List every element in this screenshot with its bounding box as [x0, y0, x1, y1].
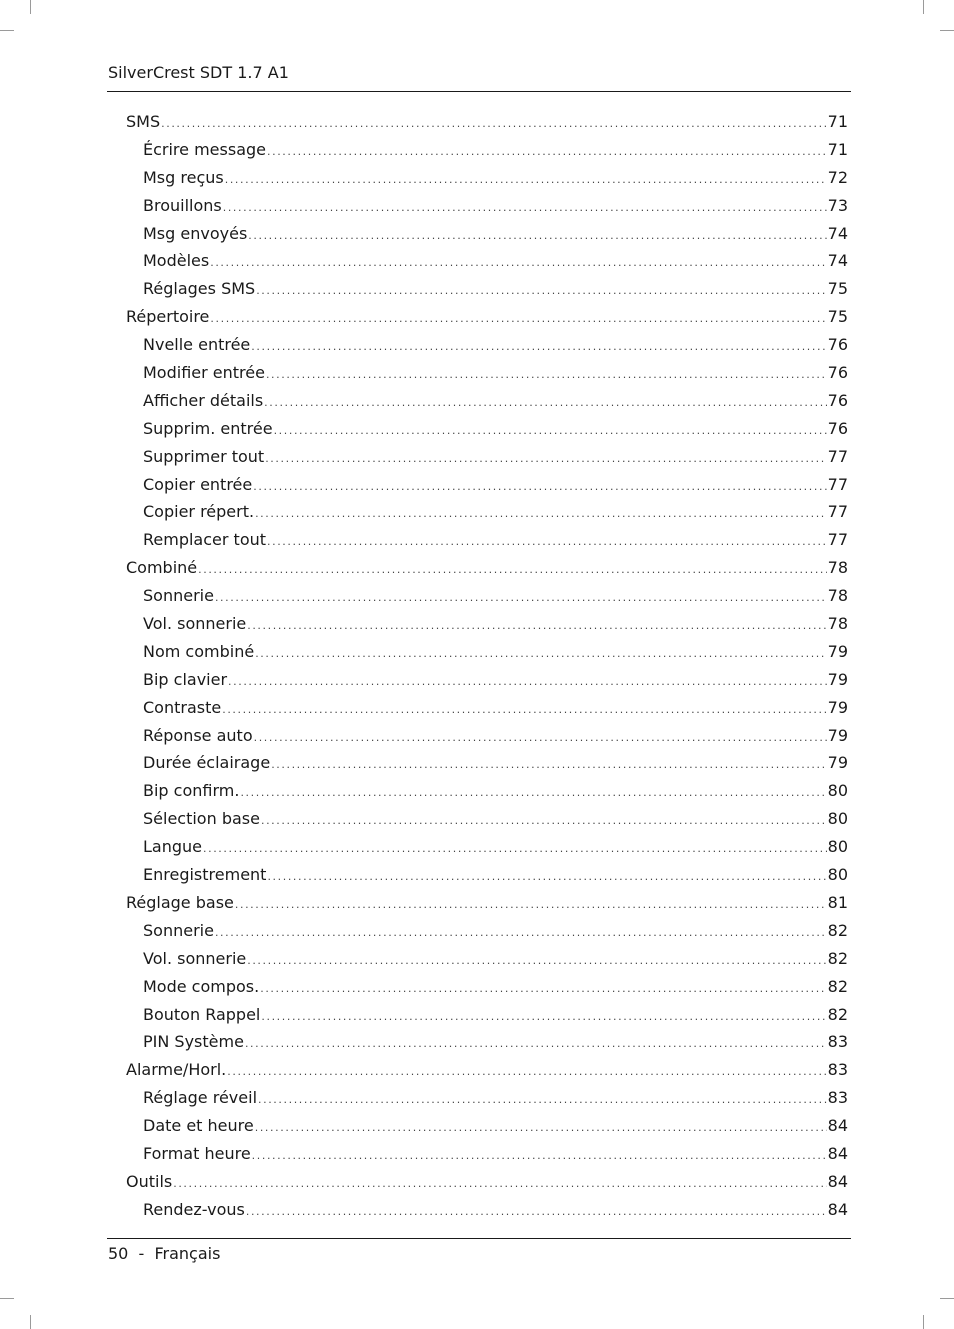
toc-entry: [126, 275, 848, 303]
toc-entry-label: Nom combiné: [143, 641, 255, 661]
dot-leader: [173, 1170, 826, 1198]
toc-entry-page: 73: [827, 195, 848, 215]
toc-entry-label: Bouton Rappel: [143, 1004, 261, 1024]
toc-entry: [126, 554, 848, 582]
dot-leader: [267, 863, 826, 891]
dot-leader: [267, 138, 827, 166]
toc-entry: [126, 331, 848, 359]
toc-entry: [126, 387, 848, 415]
toc-entry-page: 76: [827, 390, 848, 410]
toc-entry-page: 83: [827, 1088, 848, 1108]
dot-leader: [253, 473, 826, 501]
footer-rule: [107, 1238, 851, 1239]
toc-entry-label: Modifier entrée: [143, 363, 265, 383]
toc-entry-page: 76: [827, 418, 848, 438]
dot-leader: [260, 975, 826, 1003]
toc-entry-label: Copier entrée: [143, 474, 253, 494]
dot-leader: [161, 110, 827, 138]
toc-entry-page: 77: [827, 446, 848, 466]
toc-entry-label: Copier répert.: [143, 502, 255, 522]
footer-separator: -: [138, 1244, 145, 1263]
crop-mark: [30, 0, 31, 14]
dot-leader: [223, 194, 827, 222]
toc-entry-label: Réponse auto: [143, 725, 253, 745]
toc-entry-page: 80: [827, 809, 848, 829]
crop-mark: [940, 1298, 954, 1299]
toc-entry: [126, 889, 848, 917]
toc-entry-label: Modèles: [143, 251, 210, 271]
crop-mark: [30, 1315, 31, 1329]
dot-leader: [247, 612, 826, 640]
toc-entry: [126, 1084, 848, 1112]
toc-entry-page: 76: [827, 335, 848, 355]
toc-entry: [126, 833, 848, 861]
dot-leader: [210, 249, 826, 277]
toc-entry-page: 78: [827, 558, 848, 578]
page-footer: [108, 1243, 220, 1265]
dot-leader: [264, 389, 826, 417]
dot-leader: [198, 556, 827, 584]
toc-entry-page: 83: [827, 1060, 848, 1080]
toc-entry-label: Répertoire: [126, 307, 210, 327]
toc-entry-label: Format heure: [143, 1143, 251, 1163]
toc-entry-page: 82: [827, 948, 848, 968]
toc-entry: [126, 1196, 848, 1224]
toc-entry: [126, 1001, 848, 1029]
toc-entry-page: 80: [827, 781, 848, 801]
dot-leader: [266, 361, 827, 389]
toc-entry-label: SMS: [126, 112, 161, 131]
toc-entry-label: Contraste: [143, 697, 222, 717]
page-header-title: SilverCrest SDT 1.7 A1: [108, 63, 289, 82]
dot-leader: [255, 640, 826, 668]
toc-entry-page: 82: [827, 976, 848, 996]
toc-entry-page: 79: [827, 725, 848, 745]
toc-entry-page: 77: [827, 502, 848, 522]
crop-mark: [0, 1298, 14, 1299]
toc-entry-page: 71: [827, 112, 848, 131]
toc-entry-label: Rendez-vous: [143, 1199, 245, 1219]
toc-entry: [126, 1140, 848, 1168]
toc-entry-page: 74: [827, 223, 848, 243]
dot-leader: [261, 807, 827, 835]
toc-entry-page: 79: [827, 641, 848, 661]
toc-entry-page: 79: [827, 753, 848, 773]
toc-entry-label: Vol. sonnerie: [143, 614, 247, 634]
toc-entry-label: Langue: [143, 837, 202, 857]
toc-entry-label: Sélection base: [143, 809, 260, 829]
toc-entry-page: 76: [827, 363, 848, 383]
toc-entry-label: Sonnerie: [143, 586, 214, 606]
toc-entry-page: 84: [827, 1143, 848, 1163]
toc-entry: [126, 220, 848, 248]
toc-entry-label: Msg reçus: [143, 167, 224, 187]
toc-entry: [126, 526, 848, 554]
toc-entry: [126, 666, 848, 694]
crop-mark: [923, 1315, 924, 1329]
dot-leader: [215, 919, 827, 947]
toc-entry-page: 79: [827, 697, 848, 717]
toc-entry-page: 84: [827, 1199, 848, 1219]
toc-entry: [126, 638, 848, 666]
toc-entry-label: Remplacer tout: [143, 530, 267, 550]
dot-leader: [254, 724, 827, 752]
toc-entry: [126, 443, 848, 471]
dot-leader: [203, 835, 827, 863]
dot-leader: [261, 1003, 826, 1031]
footer-page-number: 50: [108, 1244, 129, 1263]
toc-entry: [126, 303, 848, 331]
dot-leader: [227, 1058, 826, 1086]
toc-entry-label: Vol. sonnerie: [143, 948, 247, 968]
toc-entry: [126, 108, 848, 136]
toc-entry: [126, 973, 848, 1001]
dot-leader: [215, 584, 827, 612]
toc-entry-label: Mode compos.: [143, 976, 260, 996]
toc-entry-page: 83: [827, 1032, 848, 1052]
toc-entry-label: Réglage réveil: [143, 1088, 258, 1108]
toc-entry-label: Msg envoyés: [143, 223, 248, 243]
toc-entry: [126, 192, 848, 220]
toc-entry-page: 84: [827, 1171, 848, 1191]
crop-mark: [923, 0, 924, 14]
toc-entry-label: Alarme/Horl.: [126, 1060, 227, 1080]
toc-entry-page: 79: [827, 669, 848, 689]
toc-entry: [126, 945, 848, 973]
toc-entry: [126, 582, 848, 610]
dot-leader: [271, 751, 826, 779]
toc-entry-page: 74: [827, 251, 848, 271]
toc-entry: [126, 415, 848, 443]
dot-leader: [252, 1142, 827, 1170]
toc-entry: [126, 1056, 848, 1084]
toc-entry: [126, 359, 848, 387]
crop-mark: [940, 30, 954, 31]
toc-entry-label: Afficher détails: [143, 390, 264, 410]
toc-entry-label: PIN Système: [143, 1032, 244, 1052]
dot-leader: [228, 668, 827, 696]
toc-entry: [126, 610, 848, 638]
toc-entry-page: 80: [827, 865, 848, 885]
toc-entry-page: 84: [827, 1116, 848, 1136]
toc-entry-page: 78: [827, 614, 848, 634]
toc-entry-label: Combiné: [126, 558, 198, 578]
toc-entry-label: Supprim. entrée: [143, 418, 273, 438]
toc-entry: [126, 694, 848, 722]
dot-leader: [255, 1114, 827, 1142]
toc-entry-page: 75: [827, 279, 848, 299]
toc-entry-page: 82: [827, 1004, 848, 1024]
dot-leader: [225, 166, 827, 194]
dot-leader: [247, 947, 826, 975]
toc-entry-label: Bip clavier: [143, 669, 228, 689]
dot-leader: [222, 696, 826, 724]
toc-entry-page: 77: [827, 474, 848, 494]
toc-entry-page: 81: [827, 892, 848, 912]
dot-leader: [255, 500, 827, 528]
footer-language: Français: [154, 1244, 221, 1263]
toc-entry-label: Outils: [126, 1171, 173, 1191]
dot-leader: [256, 277, 826, 305]
dot-leader: [245, 1030, 827, 1058]
toc-entry: [126, 917, 848, 945]
toc-entry-label: Supprimer tout: [143, 446, 265, 466]
dot-leader: [235, 891, 827, 919]
dot-leader: [210, 305, 826, 333]
toc-entry: [126, 861, 848, 889]
dot-leader: [258, 1086, 827, 1114]
toc-entry: [126, 749, 848, 777]
toc-entry-page: 80: [827, 837, 848, 857]
toc-entry: [126, 247, 848, 275]
toc-entry-label: Date et heure: [143, 1116, 254, 1136]
toc-entry-page: 77: [827, 530, 848, 550]
toc-entry: [126, 164, 848, 192]
toc-entry-page: 78: [827, 586, 848, 606]
toc-entry-page: 71: [827, 139, 848, 159]
toc-entry-label: Nvelle entrée: [143, 335, 251, 355]
dot-leader: [265, 445, 826, 473]
toc-entry: [126, 1028, 848, 1056]
dot-leader: [251, 333, 826, 361]
header-rule: [107, 91, 851, 92]
toc-entry-page: 82: [827, 920, 848, 940]
dot-leader: [248, 222, 826, 250]
toc-entry-label: Sonnerie: [143, 920, 214, 940]
toc-entry: [126, 471, 848, 499]
toc-entry-label: Réglage base: [126, 892, 234, 912]
toc-entry: [126, 1112, 848, 1140]
dot-leader: [246, 1198, 827, 1226]
toc-entry: [126, 498, 848, 526]
dot-leader: [267, 528, 827, 556]
toc-entry: [126, 805, 848, 833]
toc-entry: [126, 136, 848, 164]
toc-entry-label: Brouillons: [143, 195, 222, 215]
toc-entry-label: Écrire message: [143, 139, 266, 159]
crop-mark: [0, 30, 14, 31]
table-of-contents: [126, 108, 848, 1224]
toc-entry: [126, 722, 848, 750]
toc-entry-label: Bip confirm.: [143, 781, 240, 801]
toc-entry-page: 72: [827, 167, 848, 187]
toc-entry-page: 75: [827, 307, 848, 327]
toc-entry: [126, 777, 848, 805]
dot-leader: [274, 417, 827, 445]
toc-entry-label: Enregistrement: [143, 865, 267, 885]
toc-entry-label: Durée éclairage: [143, 753, 271, 773]
toc-entry-label: Réglages SMS: [143, 279, 256, 299]
toc-entry: [126, 1168, 848, 1196]
dot-leader: [240, 779, 826, 807]
